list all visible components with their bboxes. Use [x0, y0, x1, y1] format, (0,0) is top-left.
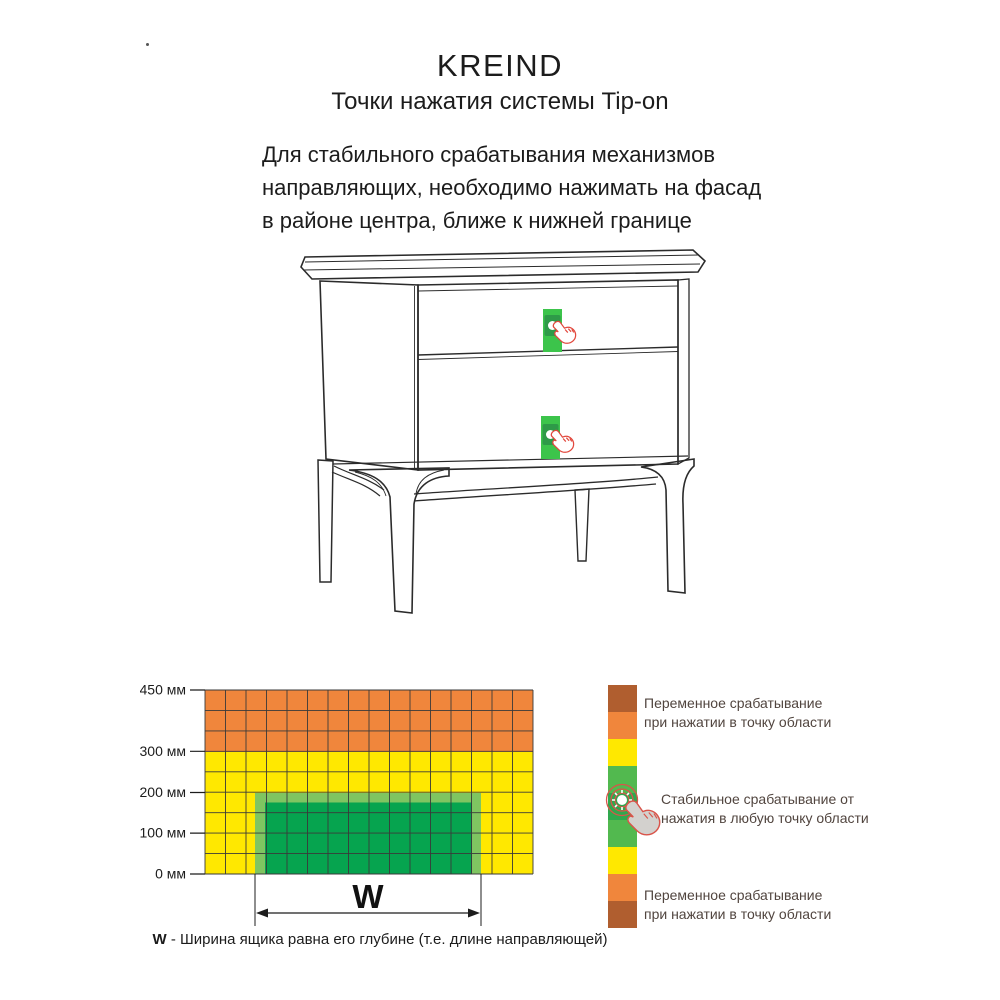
brand-title: KREIND: [436, 48, 564, 83]
legend-label-middle: Стабильное срабатывание от нажатия в любую точку области: [661, 791, 869, 826]
pressure-zone-chart: [140, 675, 620, 965]
svg-text:200 мм: 200 мм: [140, 784, 186, 800]
legend-seg-orange-bot: [608, 874, 637, 901]
nightstand-drawing: [240, 245, 750, 635]
width-dimension: [255, 874, 481, 926]
zone-green-dark: [265, 803, 472, 875]
legend-label-top: Переменное срабатывание при нажатии в точку области: [644, 695, 832, 730]
legend-seg-orange-top: [608, 712, 637, 739]
axis-ticks: [190, 690, 205, 874]
press-point-top-drawer: [543, 309, 576, 352]
legend-seg-brown-top: [608, 685, 637, 712]
press-point-bottom-drawer: [541, 416, 574, 459]
intro-line-2: направляющих, необходимо нажимать на фасад: [262, 175, 762, 200]
svg-text:450 мм: 450 мм: [140, 681, 186, 698]
width-caption-text: - Ширина ящика равна его глубине (т.е. длине направляющей): [166, 931, 608, 948]
intro-paragraph: [262, 138, 761, 237]
width-caption-symbol: W: [152, 931, 167, 948]
svg-text:0 мм: 0 мм: [155, 865, 186, 882]
width-caption: [140, 931, 620, 948]
legend-seg-yellow-top: [608, 739, 637, 766]
width-symbol: W: [352, 878, 384, 915]
nightstand-legs: [318, 456, 694, 613]
nightstand-body: [320, 279, 689, 470]
intro-line-3: в районе центра, ближе к нижней границе: [262, 208, 692, 233]
stray-dot: [146, 43, 149, 46]
axis-labels: [140, 682, 186, 882]
legend-seg-brown-bot: [608, 901, 637, 928]
legend-label-bottom: Переменное срабатывание при нажатии в точку области: [644, 887, 832, 922]
intro-line-1: Для стабильного срабатывания механизмов: [262, 142, 716, 167]
svg-text:100 мм: 100 мм: [140, 824, 186, 841]
nightstand-top: [301, 250, 705, 279]
page-subtitle: Точки нажатия системы Tip-on: [331, 88, 669, 115]
svg-text:300 мм: 300 мм: [140, 742, 186, 759]
